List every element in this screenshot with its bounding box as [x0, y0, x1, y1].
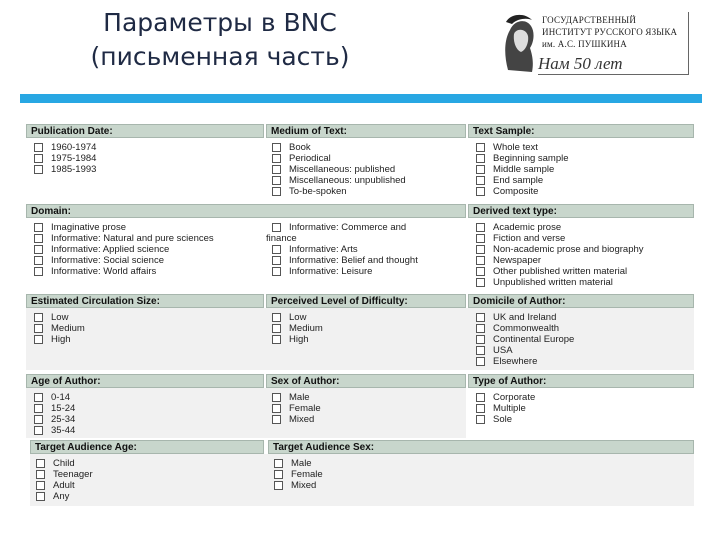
header-domicile: Domicile of Author:	[468, 294, 694, 308]
option-domain[interactable]: Informative: Belief and thought	[272, 255, 418, 266]
checkbox[interactable]	[272, 245, 281, 254]
checkbox[interactable]	[34, 234, 43, 243]
option-circulation[interactable]: Medium	[34, 323, 85, 334]
checkbox[interactable]	[272, 154, 281, 163]
option-derived-type[interactable]: Other published written material	[476, 266, 644, 277]
option-circulation[interactable]: Low	[34, 312, 85, 323]
checkbox[interactable]	[272, 324, 281, 333]
row3-background	[26, 308, 694, 370]
option-domain-continuation: finance	[266, 233, 297, 244]
option-audience-age[interactable]: Any	[36, 491, 93, 502]
header-sex-of-author: Sex of Author:	[266, 374, 466, 388]
checkbox[interactable]	[272, 404, 281, 413]
institute-logo	[498, 10, 690, 78]
option-derived-type[interactable]: Non-academic prose and biography	[476, 244, 644, 255]
option-derived-type[interactable]: Academic prose	[476, 222, 644, 233]
option-publication-date[interactable]: 1960-1974	[34, 142, 96, 153]
checkbox[interactable]	[36, 459, 45, 468]
bnc-parameters-form	[26, 122, 696, 512]
option-publication-date[interactable]: 1985-1993	[34, 164, 96, 175]
circulation-size-options	[34, 312, 85, 345]
slide-title	[70, 6, 370, 74]
logo-signature: Нам 50 лет	[538, 54, 623, 73]
type-of-author-options	[476, 392, 535, 425]
checkbox[interactable]	[272, 143, 281, 152]
checkbox[interactable]	[476, 187, 485, 196]
option-medium[interactable]: Book	[272, 142, 406, 153]
option-author-type[interactable]: Sole	[476, 414, 535, 425]
pushkin-portrait-icon	[498, 10, 540, 78]
option-domain[interactable]: Informative: Commerce and	[272, 222, 418, 233]
option-author-type[interactable]: Multiple	[476, 403, 535, 414]
text-sample-options	[476, 142, 569, 197]
option-audience-age[interactable]: Teenager	[36, 469, 93, 480]
checkbox[interactable]	[476, 357, 485, 366]
logo-line-2: ИНСТИТУТ РУССКОГО ЯЗЫКА	[542, 27, 678, 37]
header-age-of-author: Age of Author:	[26, 374, 264, 388]
option-author-sex[interactable]: Mixed	[272, 414, 321, 425]
checkbox[interactable]	[34, 404, 43, 413]
accent-bar	[20, 94, 702, 103]
checkbox[interactable]	[36, 492, 45, 501]
target-audience-sex-options	[274, 458, 323, 491]
title-line-1: Параметры в BNC	[103, 8, 337, 37]
checkbox[interactable]	[272, 415, 281, 424]
checkbox[interactable]	[34, 313, 43, 322]
checkbox[interactable]	[272, 176, 281, 185]
header-target-audience-age: Target Audience Age:	[30, 440, 264, 454]
checkbox[interactable]	[272, 393, 281, 402]
publication-date-options	[34, 142, 96, 175]
checkbox[interactable]	[476, 404, 485, 413]
header-text-sample: Text Sample:	[468, 124, 694, 138]
option-author-age[interactable]: 25-34	[34, 414, 75, 425]
option-domain[interactable]: Informative: Natural and pure sciences	[34, 233, 214, 244]
checkbox[interactable]	[34, 154, 43, 163]
option-domicile[interactable]: Elsewhere	[476, 356, 574, 367]
checkbox[interactable]	[476, 234, 485, 243]
option-domain[interactable]: Imaginative prose	[34, 222, 214, 233]
checkbox[interactable]	[272, 335, 281, 344]
option-author-age[interactable]: 0-14	[34, 392, 75, 403]
option-medium[interactable]: Miscellaneous: unpublished	[272, 175, 406, 186]
checkbox[interactable]	[476, 165, 485, 174]
header-derived-text-type: Derived text type:	[468, 204, 694, 218]
row5-background	[30, 454, 694, 506]
checkbox[interactable]	[476, 415, 485, 424]
logo-text	[542, 14, 677, 50]
option-derived-type[interactable]: Unpublished written material	[476, 277, 644, 288]
option-text-sample[interactable]: Middle sample	[476, 164, 569, 175]
option-author-type[interactable]: Corporate	[476, 392, 535, 403]
checkbox[interactable]	[476, 324, 485, 333]
logo-line-3: им. А.С. ПУШКИНА	[542, 39, 627, 49]
checkbox[interactable]	[34, 415, 43, 424]
domicile-options	[476, 312, 574, 367]
checkbox[interactable]	[272, 313, 281, 322]
checkbox[interactable]	[476, 313, 485, 322]
option-difficulty[interactable]: High	[272, 334, 323, 345]
header-publication-date: Publication Date:	[26, 124, 264, 138]
option-domicile[interactable]: UK and Ireland	[476, 312, 574, 323]
option-audience-age[interactable]: Child	[36, 458, 93, 469]
option-domain[interactable]: Informative: World affairs	[34, 266, 214, 277]
checkbox[interactable]	[34, 324, 43, 333]
option-publication-date[interactable]: 1975-1984	[34, 153, 96, 164]
checkbox[interactable]	[34, 223, 43, 232]
checkbox[interactable]	[476, 267, 485, 276]
checkbox[interactable]	[476, 346, 485, 355]
option-domain[interactable]: Informative: Leisure	[272, 266, 418, 277]
option-author-sex[interactable]: Female	[272, 403, 321, 414]
checkbox[interactable]	[34, 393, 43, 402]
option-text-sample[interactable]: End sample	[476, 175, 569, 186]
option-difficulty[interactable]: Medium	[272, 323, 323, 334]
header-domain: Domain:	[26, 204, 466, 218]
option-domicile[interactable]: USA	[476, 345, 574, 356]
checkbox[interactable]	[476, 256, 485, 265]
checkbox[interactable]	[274, 470, 283, 479]
title-line-2: (письменная часть)	[90, 42, 350, 71]
option-medium[interactable]: Miscellaneous: published	[272, 164, 406, 175]
option-author-age[interactable]: 15-24	[34, 403, 75, 414]
checkbox[interactable]	[272, 256, 281, 265]
option-domain[interactable]: Informative: Applied science	[34, 244, 214, 255]
checkbox[interactable]	[34, 143, 43, 152]
sex-of-author-options	[272, 392, 321, 425]
option-author-age[interactable]: 35-44	[34, 425, 75, 436]
option-medium[interactable]: To-be-spoken	[272, 186, 406, 197]
option-audience-sex[interactable]: Female	[274, 469, 323, 480]
header-type-of-author: Type of Author:	[468, 374, 694, 388]
age-of-author-options	[34, 392, 75, 436]
domain-options-col1	[34, 222, 214, 277]
checkbox[interactable]	[34, 335, 43, 344]
option-audience-age[interactable]: Adult	[36, 480, 93, 491]
checkbox[interactable]	[272, 223, 281, 232]
checkbox[interactable]	[36, 470, 45, 479]
checkbox[interactable]	[34, 426, 43, 435]
logo-line-1: ГОСУДАРСТВЕННЫЙ	[542, 15, 637, 25]
checkbox[interactable]	[476, 143, 485, 152]
checkbox[interactable]	[476, 245, 485, 254]
checkbox[interactable]	[274, 481, 283, 490]
checkbox[interactable]	[34, 267, 43, 276]
row4-background	[26, 388, 466, 438]
option-domain[interactable]: Informative: Arts	[272, 244, 418, 255]
checkbox[interactable]	[34, 165, 43, 174]
checkbox[interactable]	[274, 459, 283, 468]
checkbox[interactable]	[476, 335, 485, 344]
option-author-sex[interactable]: Male	[272, 392, 321, 403]
domain-options-col2	[266, 222, 418, 277]
option-text-sample[interactable]: Composite	[476, 186, 569, 197]
option-audience-sex[interactable]: Male	[274, 458, 323, 469]
option-derived-type[interactable]: Fiction and verse	[476, 233, 644, 244]
option-domain[interactable]: Informative: Social science	[34, 255, 214, 266]
header-circulation-size: Estimated Circulation Size:	[26, 294, 264, 308]
checkbox[interactable]	[476, 223, 485, 232]
option-difficulty[interactable]: Low	[272, 312, 323, 323]
checkbox[interactable]	[476, 154, 485, 163]
header-difficulty: Perceived Level of Difficulty:	[266, 294, 466, 308]
checkbox[interactable]	[272, 187, 281, 196]
checkbox[interactable]	[476, 176, 485, 185]
checkbox[interactable]	[272, 165, 281, 174]
medium-of-text-options	[272, 142, 406, 197]
option-circulation[interactable]: High	[34, 334, 85, 345]
header-target-audience-sex: Target Audience Sex:	[268, 440, 694, 454]
option-text-sample[interactable]: Whole text	[476, 142, 569, 153]
option-audience-sex[interactable]: Mixed	[274, 480, 323, 491]
option-domicile[interactable]: Continental Europe	[476, 334, 574, 345]
option-domicile[interactable]: Commonwealth	[476, 323, 574, 334]
checkbox[interactable]	[272, 267, 281, 276]
option-text-sample[interactable]: Beginning sample	[476, 153, 569, 164]
option-derived-type[interactable]: Newspaper	[476, 255, 644, 266]
target-audience-age-options	[36, 458, 93, 502]
checkbox[interactable]	[476, 278, 485, 287]
checkbox[interactable]	[34, 256, 43, 265]
derived-text-type-options	[476, 222, 644, 288]
option-medium[interactable]: Periodical	[272, 153, 406, 164]
checkbox[interactable]	[36, 481, 45, 490]
header-medium-of-text: Medium of Text:	[266, 124, 466, 138]
difficulty-options	[272, 312, 323, 345]
checkbox[interactable]	[476, 393, 485, 402]
checkbox[interactable]	[34, 245, 43, 254]
